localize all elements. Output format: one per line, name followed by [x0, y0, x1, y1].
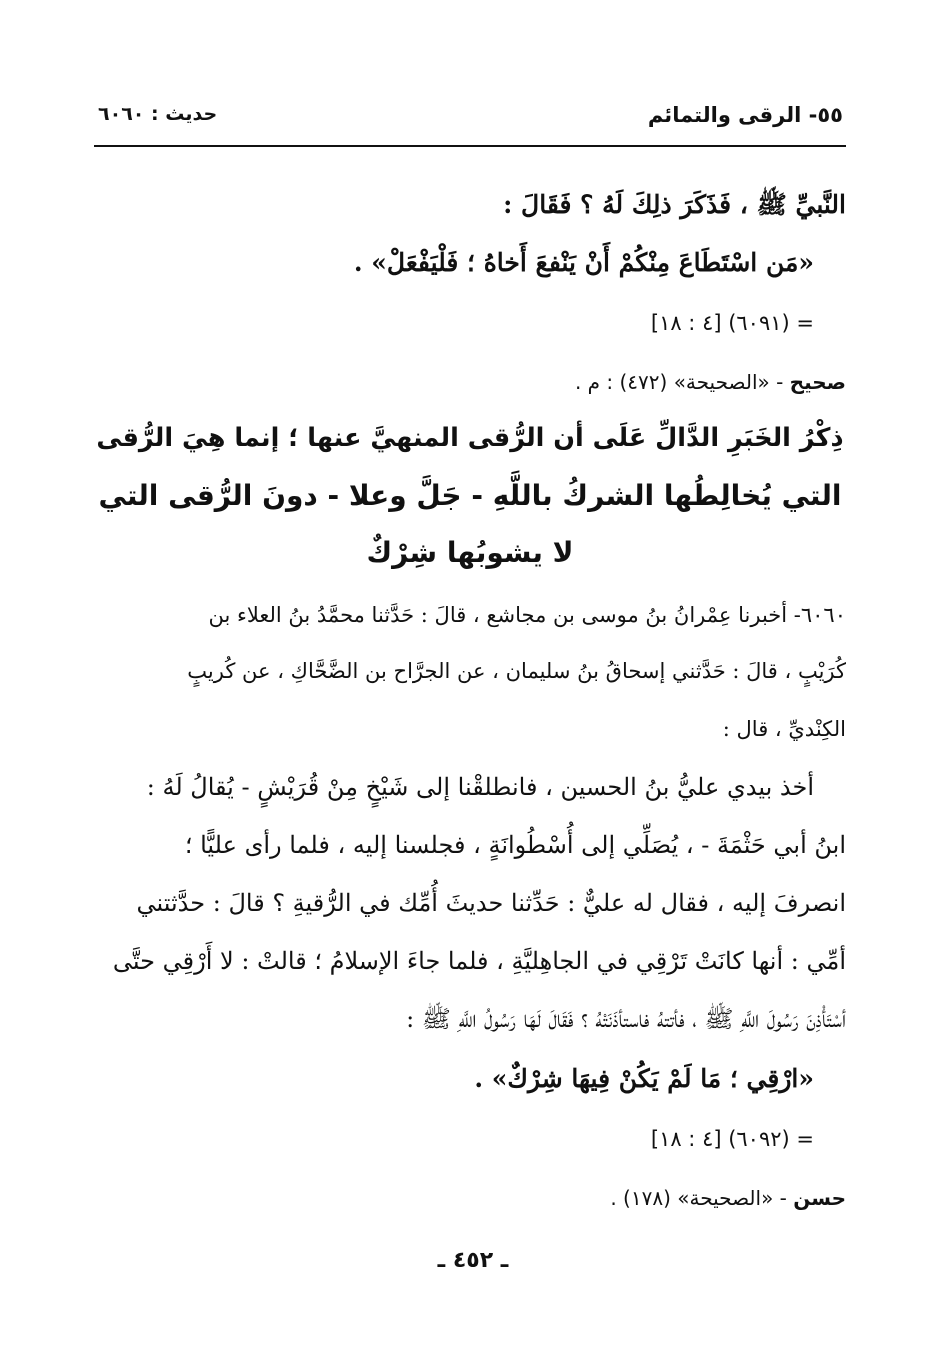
- isnad-line: الكِنْديِّ ، قال :: [722, 717, 846, 741]
- matn-line: انصرفَ إليه ، فقال له عليٌّ : حَدِّثنا حديثَ أُمِّك في الرُّقيةِ ؟ قالَ : حدَّثتني: [136, 889, 846, 917]
- grade-label: صحيح: [789, 370, 846, 394]
- chapter-title-line: التي يُخالِطُها الشركُ باللَّهِ - جَلَّ وعلا - دونَ الرُّقى التي: [98, 479, 842, 512]
- matn-line: ابنُ أبي حَثْمَةَ - ، يُصَلِّي إلى أُسْطُوانَةٍ ، فجلسنا إليه ، فلما رأى عليًّا ؛: [184, 831, 846, 859]
- hadith-text-line: «مَن اسْتَطَاعَ مِنْكُمْ أَنْ يَنْفعَ أَخاهُ ؛ فَلْيَفْعَلْ» .: [353, 248, 814, 277]
- grade-source: - «الصحيحة» (١٧٨) .: [610, 1186, 787, 1210]
- cross-reference: = (٦٠٩٢) [٤ : ١٨]: [650, 1127, 814, 1151]
- chapter-title-line: لا يشوبُها شِرْكٌ: [366, 536, 574, 569]
- matn-line: أخذ بيدي عليُّ بنُ الحسين ، فانطلقْنا إلى شَيْخٍ مِنْ قُرَيْشٍ - يُقالُ لَهُ :: [146, 773, 814, 801]
- running-head-hadith-number: حديث : ٦٠٦٠: [98, 103, 218, 125]
- matn-line: أسْتَأْذِنَ رَسُولَ اللَّهِ ﷺ ، فأتتهُ فاستأذَنَتْهُ ؟ فَقَالَ لَهَا رَسُولُ اللَّهِ ﷺ :: [406, 1005, 846, 1033]
- isnad-line: كُرَيْبٍ ، قالَ : حَدَّثني إسحاقُ بنُ سليمان ، عن الجرَّاح بن الضَّحَّاكِ ، عن كُريبٍ: [187, 659, 846, 683]
- text-line: النَّبيِّ ﷺ ، فَذَكَرَ ذلِكَ لَهُ ؟ فَقَالَ :: [503, 190, 846, 219]
- grade-label: حسن: [793, 1186, 846, 1210]
- running-head-chapter: ٥٥- الرقى والتمائم: [647, 103, 843, 127]
- cross-reference: = (٦٠٩١) [٤ : ١٨]: [650, 311, 814, 335]
- matn-line: أمِّي : أنها كانَتْ تَرْقِي في الجاهِليَّةِ ، فلما جاءَ الإسلامُ ؛ قالتْ : لا أَرْقِي حتَّى: [112, 947, 846, 975]
- grading-note: [94, 1181, 846, 1215]
- header-divider: [94, 145, 846, 147]
- grade-source: - «الصحيحة» (٤٧٢) : م .: [574, 370, 784, 394]
- page-number: ـ ٤٥٢ ـ: [437, 1248, 509, 1273]
- grading-note: [94, 365, 846, 399]
- isnad-line: ٦٠٦٠- أخبرنا عِمْرانُ بنُ موسى بن مجاشع ، قالَ : حَدَّثنا محمَّدُ بنُ العلاء بن: [208, 603, 846, 627]
- prophetic-saying: «ارْقِي ؛ مَا لَمْ يَكُنْ فِيهَا شِرْكٌ» .: [474, 1064, 814, 1093]
- chapter-title-line: ذِكْرُ الخَبَرِ الدَّالِّ عَلَى أن الرُّقى المنهيَّ عنها ؛ إنما هِيَ الرُّقى: [96, 423, 844, 453]
